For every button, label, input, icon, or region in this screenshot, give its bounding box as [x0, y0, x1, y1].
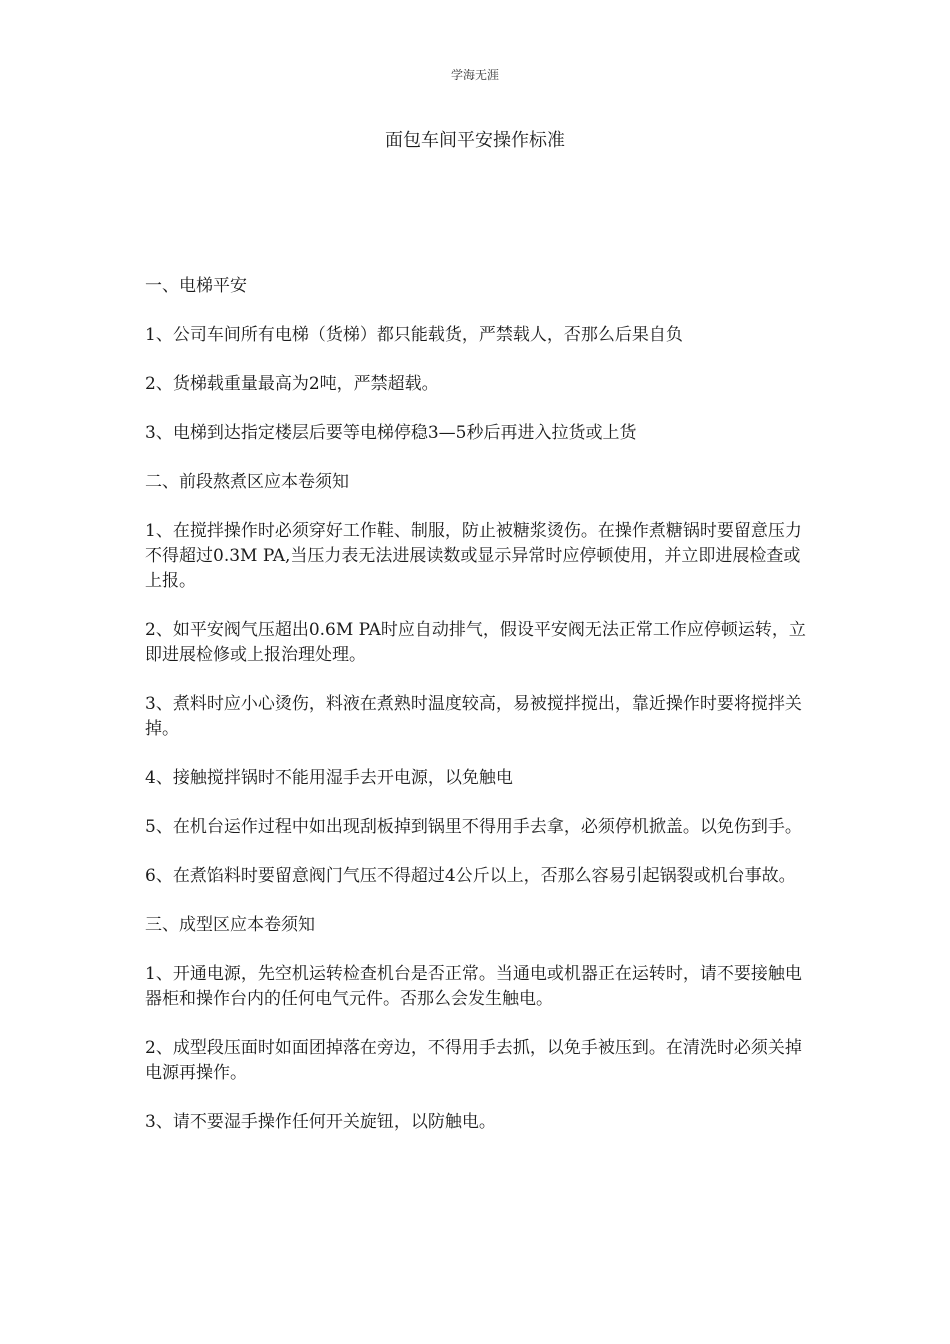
document-title: 面包车间平安操作标准 [385, 130, 565, 151]
paragraph: 1、在搅拌操作时必须穿好工作鞋、制服，防止被糖浆烫伤。在操作煮糖锅时要留意压力不得超过0.3M PA,当压力表无法进展读数或显示异常时应停顿使用，并立即进展检查或上报。 [145, 521, 802, 591]
paragraph: 3、请不要湿手操作任何开关旋钮，以防触电。 [145, 1112, 496, 1132]
paragraph: 3、煮料时应小心烫伤，料液在煮熟时温度较高，易被搅拌搅出，靠近操作时要将搅拌关掉。 [145, 694, 802, 739]
paragraph: 1、开通电源，先空机运转检查机台是否正常。当通电或机器正在运转时，请不要接触电器柜和操作台内的任何电气元件。否那么会发生触电。 [145, 964, 802, 1009]
section-heading-cooking-area: 二、前段熬煮区应本卷须知 [145, 472, 349, 492]
paragraph: 5、在机台运作过程中如出现刮板掉到锅里不得用手去拿，必须停机掀盖。以免伤到手。 [145, 817, 802, 837]
paragraph: 6、在煮馅料时要留意阀门气压不得超过4公斤以上，否那么容易引起锅裂或机台事故。 [145, 866, 796, 886]
paragraph: 3、电梯到达指定楼层后要等电梯停稳3—5秒后再进入拉货或上货 [145, 423, 637, 443]
page-header: 学海无涯 [450, 68, 499, 82]
section-heading-elevator: 一、电梯平安 [145, 276, 247, 296]
paragraph: 2、成型段压面时如面团掉落在旁边，不得用手去抓，以免手被压到。在清洗时必须关掉电源再操作。 [145, 1038, 802, 1083]
document-body [145, 274, 810, 1159]
paragraph: 4、接触搅拌锅时不能用湿手去开电源，以免触电 [145, 768, 513, 788]
paragraph: 2、如平安阀气压超出0.6M PA时应自动排气，假设平安阀无法正常工作应停顿运转，立即进展检修或上报治理处理。 [145, 620, 806, 665]
section-heading-forming-area: 三、成型区应本卷须知 [145, 915, 315, 935]
paragraph: 2、货梯载重量最高为2吨，严禁超载。 [145, 374, 439, 394]
paragraph: 1、公司车间所有电梯（货梯）都只能载货，严禁载人，否那么后果自负 [145, 325, 683, 345]
